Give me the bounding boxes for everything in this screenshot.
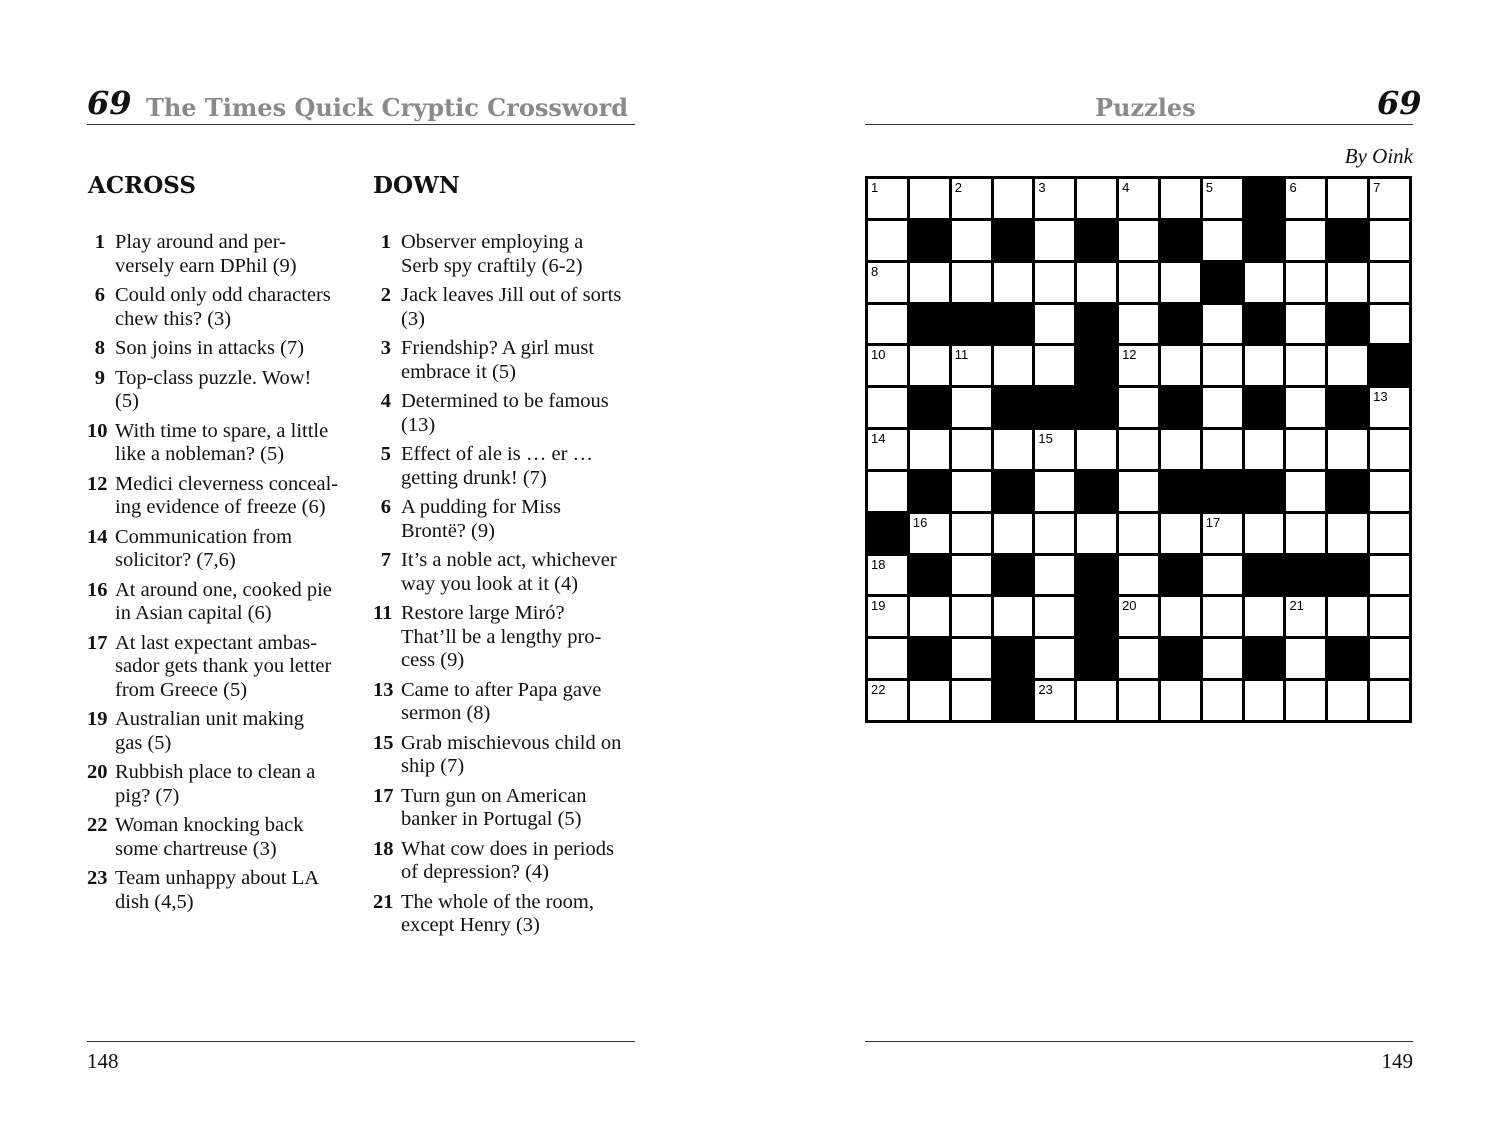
grid-cell[interactable] — [1203, 514, 1242, 553]
clue-text: Medici cleverness conceal- ing evidence of freeze (6) — [115, 472, 339, 518]
clue-text: Woman knocking back some chartreuse (3) — [115, 814, 304, 860]
grid-cell[interactable] — [1370, 263, 1409, 302]
grid-cell[interactable] — [1370, 556, 1409, 595]
grid-cell[interactable] — [868, 472, 907, 511]
cell-number: 21 — [1289, 598, 1304, 614]
clue-number: 1 — [94, 231, 105, 253]
clue-text: It’s a noble act, whichever way you look at it (4) — [401, 549, 617, 595]
clue-number: 6 — [94, 284, 105, 306]
grid-cell[interactable] — [1245, 430, 1284, 469]
clue-text: At last expectant ambas- sador gets thank you letter from Greece (5) — [115, 631, 332, 701]
down-clue-list — [373, 231, 643, 944]
grid-cell[interactable] — [1370, 597, 1409, 636]
down-clue — [373, 231, 643, 278]
down-clue — [373, 284, 643, 331]
grid-cell[interactable] — [994, 263, 1033, 302]
grid-cell[interactable] — [952, 179, 991, 218]
grid-cell[interactable] — [1370, 221, 1409, 260]
across-clue — [87, 284, 357, 331]
grid-cell[interactable] — [1245, 514, 1284, 553]
clue-number: 20 — [87, 761, 108, 783]
grid-cell[interactable] — [1245, 346, 1284, 385]
grid-cell[interactable] — [1286, 388, 1325, 427]
left-puzzle-number: 69 — [87, 84, 132, 122]
down-clue — [373, 549, 643, 596]
grid-cell[interactable] — [1245, 597, 1284, 636]
grid-cell[interactable] — [1035, 263, 1074, 302]
clue-number: 4 — [380, 390, 391, 412]
down-clue — [373, 390, 643, 437]
across-clue — [87, 708, 357, 755]
grid-cell[interactable] — [994, 430, 1033, 469]
grid-cell[interactable] — [1286, 263, 1325, 302]
grid-cell[interactable] — [868, 597, 907, 636]
clue-text: Friendship? A girl must embrace it (5) — [401, 337, 595, 383]
clue-number: 23 — [87, 867, 108, 889]
cell-number: 22 — [871, 682, 886, 698]
clue-number: 6 — [380, 496, 391, 518]
grid-cell[interactable] — [1035, 639, 1074, 678]
grid-cell[interactable] — [1370, 472, 1409, 511]
left-page-number: 148 — [87, 1049, 119, 1073]
cell-number: 17 — [1205, 514, 1221, 530]
grid-cell[interactable] — [952, 681, 991, 720]
down-clue — [373, 838, 643, 885]
grid-cell[interactable] — [1119, 221, 1158, 260]
grid-cell[interactable] — [1286, 346, 1325, 385]
grid-cell[interactable] — [1203, 597, 1242, 636]
grid-cell[interactable] — [1119, 472, 1158, 511]
grid-cell[interactable] — [1286, 472, 1325, 511]
clue-text: Jack leaves Jill out of sorts (3) — [401, 284, 622, 330]
grid-cell[interactable] — [1119, 179, 1158, 218]
cell-number: 14 — [871, 431, 886, 447]
grid-cell[interactable] — [1203, 221, 1242, 260]
grid-cell[interactable] — [910, 597, 949, 636]
grid-cell[interactable] — [1035, 472, 1074, 511]
grid-cell[interactable] — [994, 346, 1033, 385]
clue-number: 19 — [87, 708, 108, 730]
grid-cell[interactable] — [1035, 179, 1074, 218]
grid-cell[interactable] — [1203, 388, 1242, 427]
grid-cell[interactable] — [1328, 179, 1367, 218]
grid-cell[interactable] — [952, 556, 991, 595]
grid-cell[interactable] — [1203, 346, 1242, 385]
grid-cell[interactable] — [952, 221, 991, 260]
grid-cell[interactable] — [1035, 597, 1074, 636]
crossword-grid — [865, 176, 1412, 723]
cell-number: 10 — [871, 347, 886, 363]
clue-text: Top-class puzzle. Wow! (5) — [115, 366, 312, 412]
grid-cell[interactable] — [994, 179, 1033, 218]
grid-cell[interactable] — [1161, 263, 1200, 302]
grid-cell[interactable] — [1119, 263, 1158, 302]
clue-text: Grab mischievous child on ship (7) — [401, 731, 622, 777]
grid-cell[interactable] — [1035, 221, 1074, 260]
grid-cell[interactable] — [1203, 305, 1242, 344]
cell-number: 8 — [871, 263, 879, 279]
grid-cell[interactable] — [1203, 639, 1242, 678]
byline: By Oink — [1344, 144, 1413, 168]
right-page-number: 149 — [1381, 1049, 1413, 1073]
left-footer-rule — [87, 1041, 635, 1042]
grid-cell[interactable] — [952, 639, 991, 678]
grid-cell[interactable] — [1203, 430, 1242, 469]
clue-text: A pudding for Miss Brontë? (9) — [401, 496, 562, 542]
across-clue — [87, 867, 357, 914]
grid-cell[interactable] — [1035, 346, 1074, 385]
clue-number: 10 — [87, 419, 108, 442]
grid-cell[interactable] — [1035, 681, 1074, 720]
grid-cell[interactable] — [952, 430, 991, 469]
grid-cell[interactable] — [1119, 514, 1158, 553]
grid-cell[interactable] — [868, 556, 907, 595]
clue-number: 2 — [380, 284, 391, 306]
left-header-rule — [87, 124, 635, 125]
grid-cell[interactable] — [1119, 597, 1158, 636]
clue-number: 15 — [373, 731, 394, 754]
grid-cell[interactable] — [1370, 430, 1409, 469]
across-clue — [87, 337, 357, 361]
cell-number: 23 — [1038, 682, 1053, 698]
clue-number: 8 — [94, 337, 105, 359]
cell-number: 5 — [1205, 180, 1213, 195]
right-running-title: Puzzles — [1095, 93, 1196, 122]
grid-cell[interactable] — [1203, 179, 1242, 218]
right-puzzle-number: 69 — [1377, 84, 1422, 122]
grid-cell[interactable] — [1328, 681, 1367, 720]
grid-cell[interactable] — [1161, 430, 1200, 469]
cell-number: 11 — [954, 347, 969, 363]
clue-number: 21 — [373, 890, 394, 913]
grid-cell[interactable] — [1119, 346, 1158, 385]
clue-number: 3 — [380, 337, 391, 359]
grid-cell[interactable] — [1286, 514, 1325, 553]
grid-cell[interactable] — [868, 430, 907, 469]
across-heading: ACROSS — [88, 172, 197, 199]
cell-number: 1 — [871, 180, 879, 195]
grid-cell[interactable] — [1077, 430, 1116, 469]
grid-cell[interactable] — [1328, 597, 1367, 636]
grid-cell[interactable] — [1286, 681, 1325, 720]
cell-number: 4 — [1122, 180, 1130, 195]
down-clue — [373, 602, 643, 673]
grid-cell[interactable] — [910, 430, 949, 469]
across-clue — [87, 420, 357, 467]
clue-text: Australian unit making gas (5) — [115, 708, 305, 754]
grid-cell[interactable] — [994, 597, 1033, 636]
grid-cell[interactable] — [1161, 346, 1200, 385]
grid-cell[interactable] — [1035, 556, 1074, 595]
cell-number: 20 — [1122, 598, 1137, 614]
clue-text: Son joins in attacks (7) — [115, 337, 305, 359]
grid-cell[interactable] — [1328, 263, 1367, 302]
grid-cell[interactable] — [1161, 597, 1200, 636]
grid-cell[interactable] — [1077, 179, 1116, 218]
grid-cell[interactable] — [868, 681, 907, 720]
clue-number: 18 — [373, 837, 394, 860]
clue-text: Came to after Papa gave sermon (8) — [401, 678, 602, 724]
grid-cell[interactable] — [1245, 681, 1284, 720]
grid-cell[interactable] — [1286, 430, 1325, 469]
across-clue — [87, 473, 357, 520]
grid-cell[interactable] — [1328, 430, 1367, 469]
clue-number: 7 — [380, 549, 391, 571]
grid-cell[interactable] — [1119, 305, 1158, 344]
clue-text: With time to spare, a little like a nobleman? (5) — [115, 419, 329, 465]
grid-cell[interactable] — [1119, 388, 1158, 427]
across-clue — [87, 814, 357, 861]
right-header-rule — [865, 124, 1413, 125]
grid-cell[interactable] — [1077, 681, 1116, 720]
grid-cell[interactable] — [910, 179, 949, 218]
grid-cell[interactable] — [910, 346, 949, 385]
cell-number: 13 — [1373, 389, 1388, 405]
grid-cell[interactable] — [1370, 305, 1409, 344]
across-clue-list — [87, 231, 357, 920]
grid-cell[interactable] — [1035, 305, 1074, 344]
grid-cell[interactable] — [868, 221, 907, 260]
right-footer-rule — [865, 1041, 1413, 1042]
clue-text: What cow does in periods of depression? (4) — [401, 837, 614, 883]
grid-cell[interactable] — [868, 388, 907, 427]
grid-cell[interactable] — [1161, 179, 1200, 218]
cell-number: 3 — [1038, 180, 1046, 195]
grid-cell[interactable] — [868, 639, 907, 678]
clue-number: 13 — [373, 678, 394, 701]
across-clue — [87, 526, 357, 573]
clue-text: Turn gun on American banker in Portugal (5) — [401, 784, 587, 830]
grid-cell[interactable] — [1035, 430, 1074, 469]
clue-text: The whole of the room, except Henry (3) — [401, 890, 594, 936]
grid-cell[interactable] — [1203, 556, 1242, 595]
down-clue — [373, 337, 643, 384]
grid-cell[interactable] — [1370, 681, 1409, 720]
clue-text: Communication from solicitor? (7,6) — [115, 525, 293, 571]
across-clue — [87, 632, 357, 703]
grid-cell[interactable] — [1119, 556, 1158, 595]
clue-number: 5 — [380, 443, 391, 465]
grid-cell[interactable] — [1077, 263, 1116, 302]
clue-text: Determined to be famous (13) — [401, 390, 609, 436]
down-heading: DOWN — [373, 172, 460, 199]
grid-cell[interactable] — [1203, 681, 1242, 720]
across-clue — [87, 231, 357, 278]
across-clue — [87, 761, 357, 808]
clue-number: 17 — [87, 631, 108, 654]
clue-number: 14 — [87, 525, 108, 548]
grid-cell[interactable] — [1119, 430, 1158, 469]
clue-text: Rubbish place to clean a pig? (7) — [115, 761, 316, 807]
grid-cell[interactable] — [1370, 514, 1409, 553]
grid-cell[interactable] — [1119, 681, 1158, 720]
cell-number: 7 — [1373, 180, 1381, 195]
grid-cell[interactable] — [1286, 179, 1325, 218]
down-clue — [373, 732, 643, 779]
grid-cell[interactable] — [1286, 597, 1325, 636]
grid-cell[interactable] — [910, 514, 949, 553]
grid-cell[interactable] — [1161, 514, 1200, 553]
clue-number: 1 — [380, 231, 391, 253]
grid-cell[interactable] — [910, 263, 949, 302]
cell-number: 12 — [1122, 347, 1137, 363]
grid-cell[interactable] — [952, 346, 991, 385]
grid-cell[interactable] — [1370, 639, 1409, 678]
cell-number: 15 — [1038, 431, 1053, 447]
across-clue — [87, 367, 357, 414]
grid-cell[interactable] — [1245, 263, 1284, 302]
grid-cell[interactable] — [1286, 221, 1325, 260]
left-running-title: The Times Quick Cryptic Crossword — [146, 93, 629, 122]
grid-cell[interactable] — [1328, 514, 1367, 553]
grid-cell[interactable] — [868, 305, 907, 344]
grid-cell[interactable] — [952, 472, 991, 511]
grid-cell[interactable] — [1035, 514, 1074, 553]
down-clue — [373, 785, 643, 832]
clue-number: 17 — [373, 784, 394, 807]
down-clue — [373, 679, 643, 726]
clue-text: Team unhappy about LA dish (4,5) — [115, 867, 320, 913]
grid-cell[interactable] — [952, 514, 991, 553]
clue-text: Play around and per- versely earn DPhil (9) — [115, 231, 297, 277]
grid-cell[interactable] — [952, 597, 991, 636]
cell-number: 19 — [871, 598, 886, 614]
cell-number: 16 — [912, 514, 928, 530]
grid-cell[interactable] — [1161, 681, 1200, 720]
grid-cell[interactable] — [1370, 388, 1409, 427]
clue-text: Effect of ale is … er … getting drunk! (7) — [401, 443, 594, 489]
cell-number: 2 — [954, 180, 962, 195]
grid-cell[interactable] — [952, 263, 991, 302]
down-clue — [373, 891, 643, 938]
grid-cell[interactable] — [868, 179, 907, 218]
clue-number: 11 — [373, 602, 393, 624]
grid-cell[interactable] — [1328, 346, 1367, 385]
clue-text: Observer employing a Serb spy craftily (6-2) — [401, 231, 584, 277]
clue-number: 16 — [87, 578, 108, 601]
clue-text: Could only odd characters chew this? (3) — [115, 284, 331, 330]
clue-text: At around one, cooked pie in Asian capital (6) — [115, 578, 332, 624]
grid-cell[interactable] — [1119, 639, 1158, 678]
grid-cell[interactable] — [1370, 179, 1409, 218]
grid-cell[interactable] — [868, 263, 907, 302]
cell-number: 6 — [1289, 180, 1297, 195]
down-clue — [373, 496, 643, 543]
grid-cell[interactable] — [1286, 305, 1325, 344]
across-clue — [87, 579, 357, 626]
clue-text: Restore large Miró? That’ll be a lengthy pro- cess (9) — [401, 602, 602, 671]
clue-number: 9 — [94, 366, 105, 389]
grid-cell[interactable] — [952, 388, 991, 427]
cell-number: 18 — [871, 556, 886, 572]
grid-cell[interactable] — [868, 346, 907, 385]
clue-number: 22 — [87, 814, 108, 836]
down-clue — [373, 443, 643, 490]
clue-number: 12 — [87, 472, 108, 495]
grid-cell[interactable] — [1077, 514, 1116, 553]
grid-cell[interactable] — [1286, 639, 1325, 678]
grid-cell[interactable] — [994, 514, 1033, 553]
grid-cell[interactable] — [910, 681, 949, 720]
